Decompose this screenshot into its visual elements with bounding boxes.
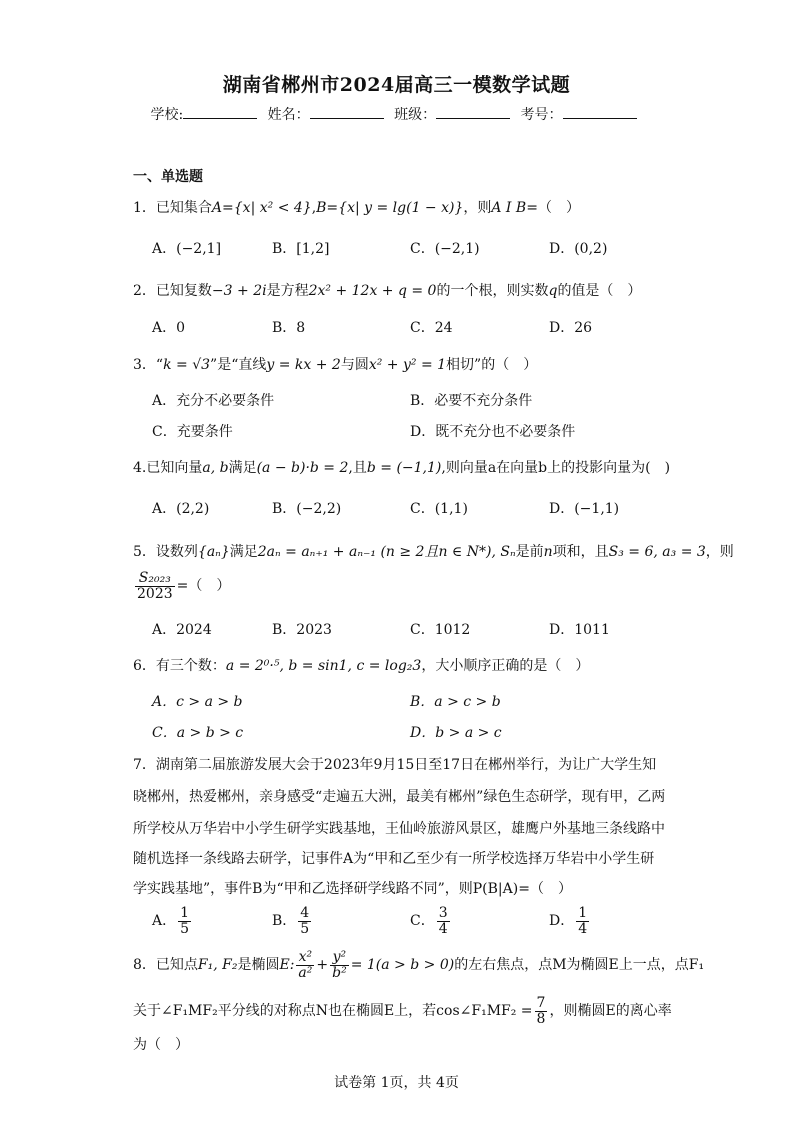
q5-mid1: 满足 (229, 544, 258, 560)
question-7-line-2: 晓郴州，热爱郴州，亲身感受“走遍五大洲，最美有郴州”绿色生态研学，现有甲，乙两 (133, 789, 666, 805)
q5-frac-num: S₂₀₂₃ (135, 571, 175, 587)
q1-tail: =（ ） (526, 200, 580, 216)
q6-end: ，大小顺序正确的是（ ） (421, 658, 590, 674)
q3-k: k = √3 (163, 357, 211, 373)
q8-tail: 的左右焦点，点M为椭圆E上一点，点F₁ (454, 957, 705, 974)
q7-d-frac (576, 906, 589, 936)
question-4-stem (133, 457, 670, 477)
q3-circle: x² + y² = 1 (368, 357, 447, 373)
q2-mid: 是方程 (266, 283, 309, 299)
q2-z: −3 + 2i (211, 283, 267, 299)
name-blank[interactable] (310, 104, 384, 119)
question-5-fraction-line (133, 571, 230, 601)
q6-pre: 6．有三个数： (133, 658, 226, 674)
q4-option-b[interactable]: B．(−2,2) (272, 501, 342, 517)
q4-mid1: 满足 (228, 460, 257, 476)
q5-cond: S₃ = 6, a₃ = 3 (608, 544, 706, 560)
q3-option-b[interactable]: B．必要不充分条件 (410, 393, 533, 409)
q6-option-d[interactable]: D．b > a > c (410, 725, 502, 741)
q2-option-c[interactable]: C．24 (410, 320, 453, 336)
q3-line: y = kx + 2 (266, 357, 341, 373)
question-5-stem (133, 541, 734, 561)
q7-d-num: 1 (578, 905, 588, 921)
q7-a-label: A． (152, 913, 177, 930)
q8-cos-num: 7 (536, 995, 546, 1011)
q4-cond: (a − b)·b = 2 (256, 460, 349, 476)
q1-option-b[interactable]: B．[1,2] (272, 241, 330, 257)
q1-comma: , (311, 200, 317, 216)
q1-set-a: A={x| x² < 4} (211, 200, 312, 216)
q7-b-label: B． (272, 913, 297, 930)
q1-post: ，则 (463, 200, 492, 216)
q3-mid1: ”是“直线 (210, 357, 267, 373)
q7-b-num: 4 (300, 905, 310, 921)
q2-option-b[interactable]: B．8 (272, 320, 306, 336)
q2-q: q (548, 283, 558, 299)
class-label: 班级： (394, 107, 437, 123)
school-label: 学校: (150, 107, 184, 123)
q7-d-den: 4 (578, 920, 588, 937)
question-7-line-5: 学实践基地”，事件B为“甲和乙选择研学线路不同”，则P(B|A)=（ ） (133, 881, 572, 897)
question-7-line-1: 7．湖南第二届旅游发展大会于2023年9月15日至17日在郴州举行，为让广大学生知 (133, 757, 657, 773)
q7-b-den: 5 (300, 920, 310, 937)
q4-ab: a, b (202, 460, 229, 476)
q1-option-c[interactable]: C．(−2,1) (410, 241, 480, 257)
q7-c-label: C． (410, 913, 435, 930)
q2-option-d[interactable]: D．26 (549, 320, 593, 336)
q5-tail: =（ ） (176, 578, 231, 595)
question-7-line-4: 随机选择一条线路去研学，记事件A为“甲和乙至少有一所学校选择万华岩中小学生研 (133, 851, 655, 867)
question-8-line-3: 为（ ） (133, 1037, 189, 1053)
q7-d-label: D． (549, 913, 575, 930)
exam-no-label: 考号： (520, 107, 563, 123)
q5-option-b[interactable]: B．2023 (272, 622, 332, 638)
q8-mid: 是椭圆 (237, 957, 280, 974)
q2-pre: 2．已知复数 (133, 283, 212, 299)
q7-a-num: 1 (180, 905, 190, 921)
q8-pre: 8．已知点 (133, 957, 198, 974)
question-8-line-1: 8．已知点F₁, F₂是椭圆E: $\frac{\text{x²}}{\text{a²}}$ + $\frac{\text{y²}}{\text{b²}}$ = 1(a > b > 0)的左右焦点，点M为椭圆E上一点，点F₁ (133, 949, 705, 981)
q5-n: n (543, 544, 553, 560)
q8-x-frac (296, 950, 314, 980)
question-3-stem (133, 354, 537, 374)
q8-ellipse-cond: = 1(a > b > 0) (350, 957, 455, 974)
q5-frac-den: 2023 (137, 585, 173, 602)
q5-mid2: 是前 (515, 544, 544, 560)
school-blank[interactable] (183, 104, 257, 119)
q5-option-d[interactable]: D．1011 (549, 622, 610, 638)
question-7-line-3: 所学校从万华岩中小学生研学实践基地，王仙岭旅游风景区，雄鹰户外基地三条线路中 (133, 821, 665, 837)
q2-option-a[interactable]: A．0 (152, 320, 186, 336)
q6-option-c[interactable]: C．a > b > c (152, 725, 244, 741)
q4-bval: b = (−1,1) (366, 460, 442, 476)
q8-ellipse-e: E: (279, 957, 295, 974)
q1-option-a[interactable]: A．(−2,1] (152, 241, 222, 257)
q7-c-den: 4 (438, 920, 448, 937)
q5-mid3: 项和，且 (552, 544, 609, 560)
q7-option-b[interactable] (272, 906, 313, 936)
q4-option-c[interactable]: C．(1,1) (410, 501, 468, 517)
q5-end: ，则 (705, 544, 734, 560)
q5-pre: 5．设数列 (133, 544, 198, 560)
student-info-line (0, 104, 793, 124)
q3-end: 相切”的（ ） (446, 357, 538, 373)
q4-end: ,则向量a在向量b上的投影向量为( ) (441, 460, 671, 476)
q7-b-frac (298, 906, 311, 936)
q1-expr: A I B (491, 200, 527, 216)
q3-mid2: 与圆 (340, 357, 369, 373)
question-1-stem (133, 197, 580, 217)
q7-option-d[interactable] (549, 906, 591, 936)
q8-a2: a² (298, 964, 313, 981)
q3-option-c[interactable]: C．充要条件 (152, 424, 233, 440)
q5-fraction (135, 571, 175, 601)
q1-pre: 1．已知集合 (133, 200, 212, 216)
q8-y2: y² (330, 950, 349, 966)
name-label: 姓名： (267, 107, 310, 123)
class-blank[interactable] (436, 104, 510, 119)
q6-option-a[interactable]: A．c > a > b (152, 694, 243, 710)
q2-end: 的值是（ ） (557, 283, 642, 299)
section-heading: 一、单选题 (133, 169, 203, 185)
page-footer: 试卷第 1页，共 4页 (334, 1075, 459, 1091)
q8-f12: F₁, F₂ (197, 957, 238, 974)
q8-y-frac (330, 950, 349, 980)
q7-a-frac (178, 906, 191, 936)
q1-set-b: B={x| y = lg(1 − x)} (316, 200, 464, 216)
q8-line2-tail: ，则椭圆E的离心率 (549, 1003, 672, 1020)
q1-option-d[interactable]: D．(0,2) (549, 241, 608, 257)
q4-option-d[interactable]: D．(−1,1) (549, 501, 620, 517)
q3-pre: 3．“ (133, 357, 164, 373)
q7-c-frac (437, 906, 450, 936)
q4-option-a[interactable]: A．(2,2) (152, 501, 210, 517)
q5-an: {aₙ} (197, 544, 230, 560)
q3-option-d[interactable]: D．既不充分也不必要条件 (410, 424, 576, 440)
question-8-line-2 (133, 996, 672, 1026)
q7-option-c[interactable] (410, 906, 452, 936)
question-2-stem (133, 280, 641, 300)
q4-pre: 4.已知向量 (133, 460, 203, 476)
q4-mid2: ,且 (348, 460, 367, 476)
q7-c-num: 3 (438, 905, 448, 921)
q8-cos-frac (535, 996, 548, 1026)
q7-option-a[interactable] (152, 906, 193, 936)
q8-line2-pre: 关于∠F₁MF₂平分线的对称点N也在椭圆E上，若cos∠F₁MF₂ = (133, 1003, 533, 1020)
q3-option-a[interactable]: A．充分不必要条件 (152, 393, 275, 409)
q6-option-b[interactable]: B．a > c > b (410, 694, 501, 710)
q8-x2: x² (296, 950, 314, 966)
q5-option-a[interactable]: A．2024 (152, 622, 212, 638)
q8-cos-den: 8 (536, 1010, 546, 1027)
exam-no-blank[interactable] (563, 104, 637, 119)
q2-tail: 的一个根，则实数 (436, 283, 549, 299)
q2-eq: 2x² + 12x + q = 0 (308, 283, 437, 299)
page-title: 湖南省郴州市2024届高三一模数学试题 (222, 74, 571, 96)
question-6-stem (133, 655, 589, 675)
q5-rel: 2aₙ = aₙ₊₁ + aₙ₋₁ (n ≥ 2且n ∈ N*), Sₙ (257, 544, 516, 560)
q5-option-c[interactable]: C．1012 (410, 622, 471, 638)
q8-b2: b² (332, 964, 347, 981)
q6-nums: a = 2⁰·⁵, b = sin1, c = log₂3 (225, 658, 422, 674)
q7-a-den: 5 (180, 920, 190, 937)
